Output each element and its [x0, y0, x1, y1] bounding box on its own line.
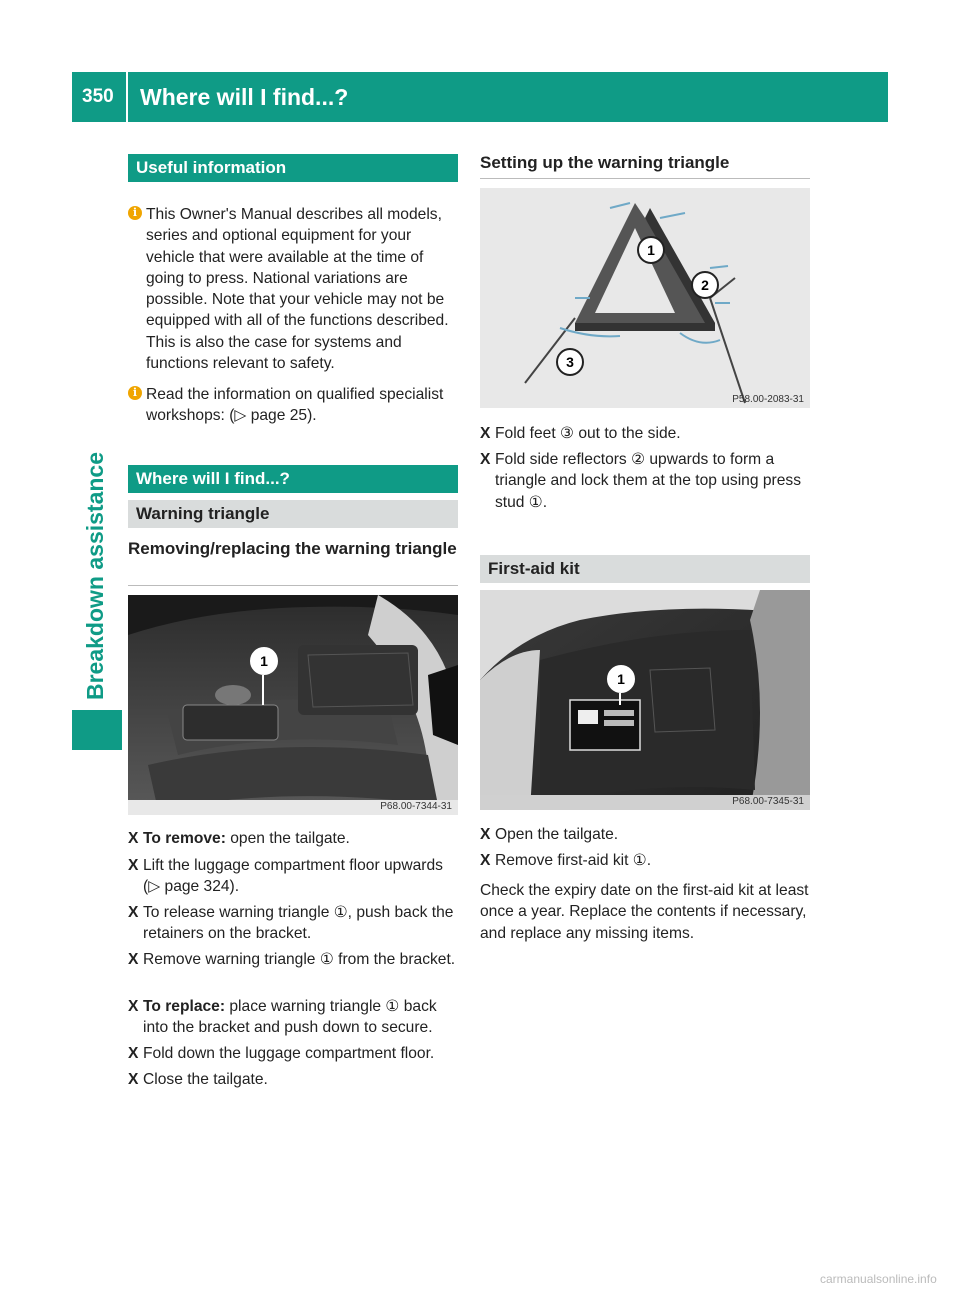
- info-icon: i: [128, 386, 142, 400]
- step-release: X To release warning triangle ①, push back the retainers on the bracket.: [128, 904, 454, 943]
- callout-leader: [262, 675, 264, 705]
- step-remove-kit: X Remove first-aid kit ①.: [480, 852, 652, 869]
- removing-heading: Removing/replacing the warning triangle: [128, 539, 457, 558]
- first-aid-kit-photo: [480, 590, 810, 810]
- info-note-2-text[interactable]: Read the information on qualified specialist workshops: (▷ page 25).: [146, 386, 444, 425]
- step-close-tailgate: X Close the tailgate.: [128, 1071, 268, 1088]
- warning-triangle-band: Warning triangle: [128, 500, 458, 528]
- watermark: carmanualsonline.info: [820, 1272, 937, 1286]
- setup-heading: Setting up the warning triangle: [480, 153, 730, 172]
- callout-1: 1: [250, 647, 278, 675]
- photo-code: P68.00-7344-31: [380, 801, 452, 812]
- first-aid-kit-illustration: [480, 590, 810, 810]
- callout-1: 1: [637, 236, 665, 264]
- section-tab-marker: [72, 710, 122, 750]
- first-aid-kit-band: First-aid kit: [480, 555, 810, 583]
- step-to-remove: X To remove: open the tailgate.: [128, 830, 350, 847]
- info-icon: i: [128, 206, 142, 220]
- warning-triangle-illustration: [480, 188, 810, 408]
- heading-rule: [480, 178, 810, 179]
- callout-leader: [619, 693, 621, 705]
- callout-3: 3: [556, 348, 584, 376]
- luggage-compartment-illustration: [128, 595, 458, 815]
- photo-code: P68.00-7345-31: [732, 796, 804, 807]
- info-note-1-text: This Owner's Manual describes all models, series and optional equipment for your vehicle that were available at the time of going to press. National variations are possible. Note that your vehicle may not be equipped with all of the functions described. This is also the case for systems and functions relevant to safety.: [146, 206, 449, 373]
- heading-rule: [128, 585, 458, 586]
- luggage-compartment-photo: [128, 595, 458, 815]
- step-fold-floor: X Fold down the luggage compartment floor.: [128, 1045, 435, 1062]
- step-lift-floor: X Lift the luggage compartment floor upwards (▷ page 324).: [128, 857, 443, 896]
- info-note-2: [128, 384, 460, 427]
- page-title: Where will I find...?: [140, 84, 349, 110]
- useful-information-band: Useful information: [128, 154, 458, 182]
- callout-1: 1: [607, 665, 635, 693]
- step-to-replace: X To replace: place warning triangle ① back into the bracket and push down to secure.: [128, 998, 437, 1037]
- first-aid-note: Check the expiry date on the first-aid kit at least once a year. Replace the contents if necessary, and replace any missing items.: [480, 882, 809, 942]
- info-note-1: [128, 204, 460, 374]
- step-fold-feet: X Fold feet ③ out to the side.: [480, 425, 681, 442]
- step-open-tailgate: X Open the tailgate.: [480, 826, 619, 843]
- header-divider: [126, 72, 128, 122]
- step-remove-triangle: X Remove warning triangle ① from the bracket.: [128, 951, 456, 968]
- photo-code: P58.00-2083-31: [732, 394, 804, 405]
- where-will-i-find-band: Where will I find...?: [128, 465, 458, 493]
- warning-triangle-photo: [480, 188, 810, 408]
- step-fold-reflectors: X Fold side reflectors ② upwards to form a triangle and lock them at the top using press stud ①.: [480, 451, 801, 511]
- callout-2: 2: [691, 271, 719, 299]
- page-number: 350: [82, 86, 114, 107]
- section-tab-label: Breakdown assistance: [82, 451, 108, 700]
